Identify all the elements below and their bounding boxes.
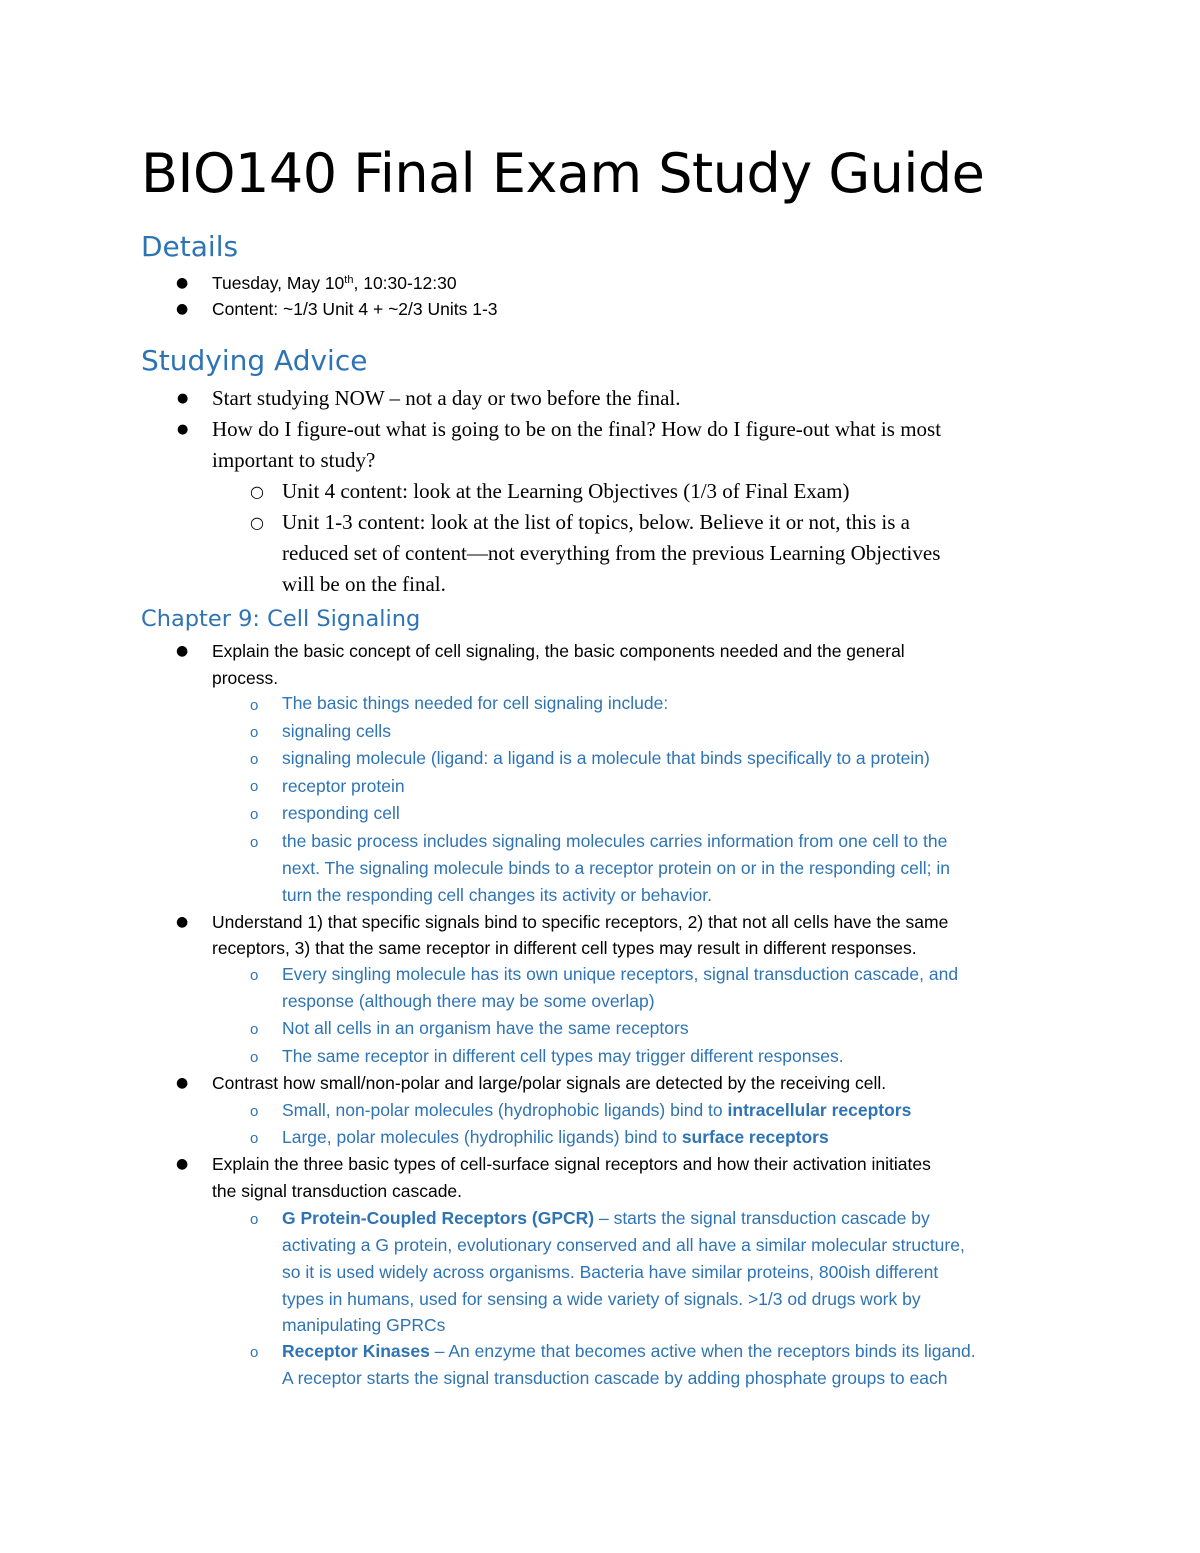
advice-sub-2-line-3: will be on the final.: [282, 572, 446, 596]
ch9-b1-sub-6-line-3: turn the responding cell changes its activity or behavior.: [282, 885, 712, 905]
bullet-o: o: [250, 1021, 259, 1038]
ch9-b4-sub-1-line-5: manipulating GPRCs: [282, 1315, 446, 1335]
ch9-b2-line-2: receptors, 3) that the same receptor in different cell types may result in different responses.: [212, 938, 917, 958]
bullet-o: o: [250, 778, 259, 795]
bullet-dot: ●: [176, 1156, 189, 1172]
advice-item-2-line-1: How do I figure-out what is going to be on the final? How do I figure-out what is most: [212, 417, 942, 441]
ch9-b4-sub-1-line-2: activating a G protein, evolutionary conserved and all have a similar molecular structure,: [282, 1235, 965, 1255]
ch9-b1-sub-1: The basic things needed for cell signaling include:: [282, 693, 669, 713]
bullet-dot: ●: [176, 914, 189, 930]
ch9-b4-sub-1-line-1: G Protein-Coupled Receptors (GPCR) – starts the signal transduction cascade by: [282, 1208, 930, 1228]
document-title: BIO140 Final Exam Study Guide: [141, 142, 985, 205]
details-heading: Details: [141, 230, 239, 263]
bullet-dot: ●: [176, 643, 189, 659]
ch9-b1-line-1: Explain the basic concept of cell signaling, the basic components needed and the general: [212, 641, 905, 661]
ch9-b2-sub-3: The same receptor in different cell types may trigger different responses.: [282, 1046, 844, 1066]
ch9-b1-sub-5: responding cell: [282, 803, 400, 823]
bullet-o: o: [250, 1211, 259, 1228]
bullet-o: o: [250, 1130, 259, 1147]
bullet-circle: ○: [250, 513, 264, 532]
advice-sub-2-line-2: reduced set of content—not everything from the previous Learning Objectives: [282, 541, 941, 565]
exam-date: Tuesday, May 10th, 10:30-12:30: [212, 273, 457, 293]
ch9-b1-sub-6-line-2: next. The signaling molecule binds to a receptor protein on or in the responding cell; in: [282, 858, 950, 878]
bullet-o: o: [250, 834, 259, 851]
bullet-o: o: [250, 724, 259, 741]
advice-sub-1: Unit 4 content: look at the Learning Objectives (1/3 of Final Exam): [282, 479, 850, 503]
bullet-dot: ●: [177, 391, 189, 406]
ch9-b3: Contrast how small/non-polar and large/polar signals are detected by the receiving cell.: [212, 1073, 887, 1093]
ch9-b1-sub-6-line-1: the basic process includes signaling molecules carries information from one cell to the: [282, 831, 948, 851]
ch9-b4-sub-1-line-3: so it is used widely across organisms. Bacteria have similar proteins, 800ish different: [282, 1262, 939, 1282]
advice-item-1: Start studying NOW – not a day or two before the final.: [212, 386, 681, 410]
bullet-dot: ●: [176, 275, 189, 291]
bullet-o: o: [250, 751, 259, 768]
exam-content: Content: ~1/3 Unit 4 + ~2/3 Units 1-3: [212, 299, 498, 319]
ch9-b1-sub-3: signaling molecule (ligand: a ligand is a molecule that binds specifically to a protein): [282, 748, 930, 768]
advice-sub-2-line-1: Unit 1-3 content: look at the list of topics, below. Believe it or not, this is a: [282, 510, 910, 534]
ch9-b4-sub-1-line-4: types in humans, used for sensing a wide variety of signals. >1/3 od drugs work by: [282, 1289, 921, 1309]
bullet-o: o: [250, 967, 259, 984]
bullet-o: o: [250, 806, 259, 823]
ch9-b2-sub-1-line-1: Every singling molecule has its own unique receptors, signal transduction cascade, and: [282, 964, 959, 984]
ch9-b3-sub-2: Large, polar molecules (hydrophilic ligands) bind to surface receptors: [282, 1127, 829, 1147]
ch9-b1-line-2: process.: [212, 668, 279, 688]
ch9-b4-sub-2-line-1: Receptor Kinases – An enzyme that becomes active when the receptors binds its ligand.: [282, 1341, 976, 1361]
ch9-b2-line-1: Understand 1) that specific signals bind to specific receptors, 2) that not all cells have the same: [212, 912, 949, 932]
ch9-b2-sub-2: Not all cells in an organism have the same receptors: [282, 1018, 689, 1038]
bullet-circle: ○: [250, 482, 264, 501]
bullet-o: o: [250, 1344, 259, 1361]
chapter-9-heading: Chapter 9: Cell Signaling: [141, 606, 421, 632]
bullet-dot: ●: [177, 422, 189, 437]
bullet-dot: ●: [176, 301, 189, 317]
advice-heading: Studying Advice: [141, 344, 368, 377]
ch9-b4-sub-2-line-2: A receptor starts the signal transduction cascade by adding phosphate groups to each: [282, 1368, 948, 1388]
ch9-b2-sub-1-line-2: response (although there may be some overlap): [282, 991, 655, 1011]
ch9-b1-sub-4: receptor protein: [282, 776, 405, 796]
bullet-o: o: [250, 1049, 259, 1066]
bullet-dot: ●: [176, 1075, 189, 1091]
ch9-b4-line-2: the signal transduction cascade.: [212, 1181, 463, 1201]
ch9-b3-sub-1: Small, non-polar molecules (hydrophobic ligands) bind to intracellular receptors: [282, 1100, 912, 1120]
bullet-o: o: [250, 1103, 259, 1120]
ch9-b4-line-1: Explain the three basic types of cell-surface signal receptors and how their activation initiates: [212, 1154, 931, 1174]
advice-item-2-line-2: important to study?: [212, 448, 376, 472]
ch9-b1-sub-2: signaling cells: [282, 721, 391, 741]
bullet-o: o: [250, 697, 259, 714]
